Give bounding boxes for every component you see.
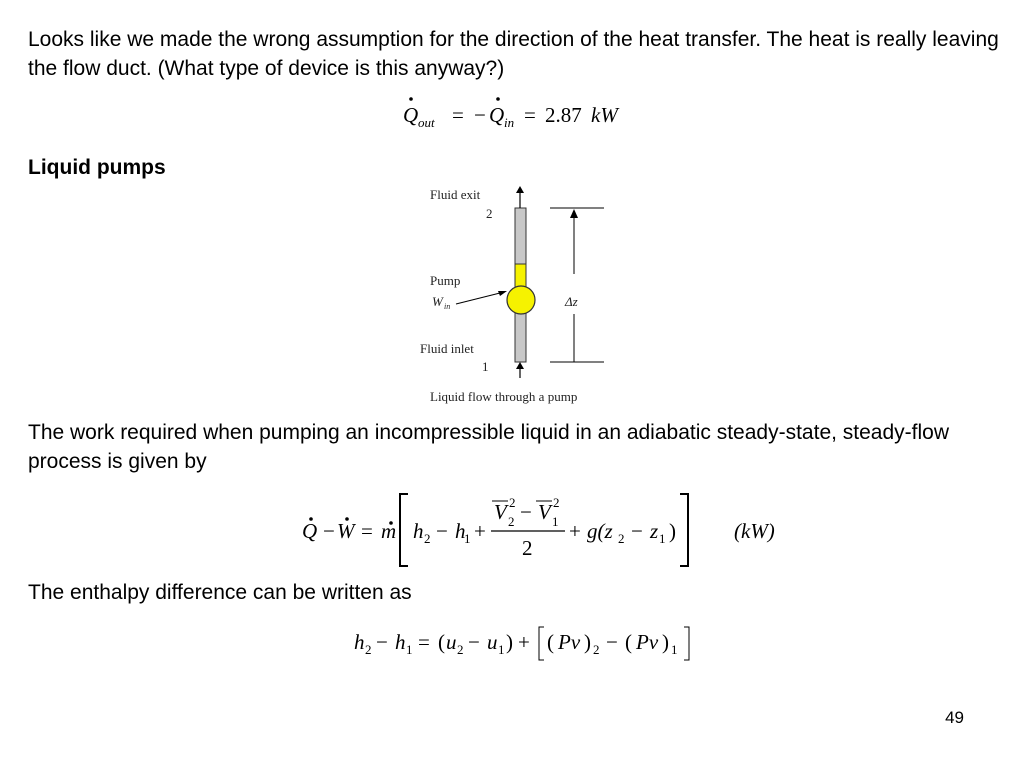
exit-arrow-head	[516, 186, 524, 193]
u1-symbol: u	[487, 630, 498, 654]
intro-paragraph: Looks like we made the wrong assumption for the direction of the heat transfer. The heat is really leaving the flow duct. (What type of device is this anyway?)	[28, 28, 999, 80]
h2-subscript: 2	[424, 531, 431, 546]
v2-symbol: V	[494, 500, 507, 524]
inlet-arrow-head	[516, 362, 524, 369]
plus-sign: +	[474, 519, 486, 543]
w-symbol: W	[337, 519, 355, 543]
right-bracket	[680, 494, 688, 566]
dimension-arrow-head	[570, 209, 578, 218]
work-paragraph: The work required when pumping an incompressible liquid in an adiabatic steady-state, steady-flow process is given by	[28, 421, 949, 473]
q-dot	[496, 97, 500, 101]
close-paren: )	[506, 630, 513, 654]
exit-number: 2	[486, 206, 493, 221]
v1-symbol: V	[538, 500, 551, 524]
minus-sign: −	[376, 630, 388, 654]
enthalpy-equation	[350, 620, 710, 666]
q-dot	[409, 97, 413, 101]
v1-exponent: 2	[553, 495, 560, 510]
m-symbol: m	[381, 519, 397, 543]
equals-sign: =	[452, 103, 464, 127]
pump-diagram	[410, 178, 620, 410]
open-paren: (	[438, 630, 445, 654]
section-heading: Liquid pumps	[28, 156, 166, 179]
v1-subscript: 1	[552, 514, 559, 529]
pv1-subscript: 1	[671, 642, 678, 657]
enthalpy-paragraph: The enthalpy difference can be written as	[28, 581, 412, 604]
h2-subscript: 2	[365, 642, 372, 657]
close-paren: )	[662, 630, 669, 654]
minus-sign: −	[323, 519, 335, 543]
unit-label: (kW)	[734, 519, 775, 543]
pv-symbol: Pv	[558, 630, 581, 654]
pump-work-equation	[298, 490, 798, 572]
v2-subscript: 2	[508, 514, 515, 529]
heat-value: 2.87	[545, 103, 582, 127]
page-number: 49	[945, 708, 964, 727]
w-symbol: W	[432, 294, 443, 309]
q-in-symbol: Q	[489, 103, 505, 127]
equals-sign: =	[524, 103, 536, 127]
open-paren: (	[547, 630, 554, 654]
out-subscript: out	[418, 115, 435, 130]
diagram-caption: Liquid flow through a pump	[430, 389, 578, 404]
open-paren: (	[625, 630, 632, 654]
z2-subscript: 2	[618, 531, 625, 546]
denominator: 2	[522, 536, 533, 560]
u2-symbol: u	[446, 630, 457, 654]
work-arrow-head	[498, 291, 507, 296]
h2-symbol: h	[413, 519, 424, 543]
z1-symbol: z	[650, 519, 659, 543]
pv2-subscript: 2	[593, 642, 600, 657]
minus-sign: −	[468, 630, 480, 654]
z1-subscript: 1	[659, 531, 666, 546]
h2-symbol: h	[354, 630, 365, 654]
h1-subscript: 1	[406, 642, 413, 657]
heat-out-equation	[397, 95, 637, 135]
equals-sign: =	[361, 519, 373, 543]
minus-sign: −	[606, 630, 618, 654]
fluid-inlet-label: Fluid inlet	[420, 341, 474, 356]
h1-subscript: 1	[464, 531, 471, 546]
close-paren: )	[584, 630, 591, 654]
left-bracket	[539, 627, 544, 660]
work-arrow-line	[456, 292, 504, 304]
heat-unit: kW	[591, 103, 618, 127]
q-out-symbol: Q	[403, 103, 419, 127]
fluid-exit-label: Fluid exit	[430, 187, 481, 202]
pv-symbol: Pv	[636, 630, 659, 654]
minus-sign: −	[474, 103, 486, 127]
minus-sign: −	[436, 519, 448, 543]
w-subscript: in	[444, 302, 451, 311]
h1-symbol: h	[455, 519, 466, 543]
minus-sign: −	[631, 519, 643, 543]
pump-label: Pump	[430, 273, 461, 288]
right-bracket	[684, 627, 689, 660]
plus-sign: +	[518, 630, 530, 654]
inlet-number: 1	[482, 359, 489, 374]
upper-pipe	[515, 208, 526, 264]
left-bracket	[400, 494, 408, 566]
delta-z-label: Δz	[565, 294, 578, 309]
q-symbol: Q	[302, 519, 318, 543]
in-subscript: in	[504, 115, 515, 130]
pump-body	[507, 286, 535, 314]
v2-exponent: 2	[509, 495, 516, 510]
lower-pipe	[515, 310, 526, 362]
h1-symbol: h	[395, 630, 406, 654]
u1-subscript: 1	[498, 642, 505, 657]
close-paren: )	[669, 519, 676, 543]
u2-subscript: 2	[457, 642, 464, 657]
minus-sign: −	[520, 500, 532, 524]
plus-sign: +	[569, 519, 581, 543]
equals-sign: =	[418, 630, 430, 654]
g-term: g(z	[587, 519, 613, 543]
